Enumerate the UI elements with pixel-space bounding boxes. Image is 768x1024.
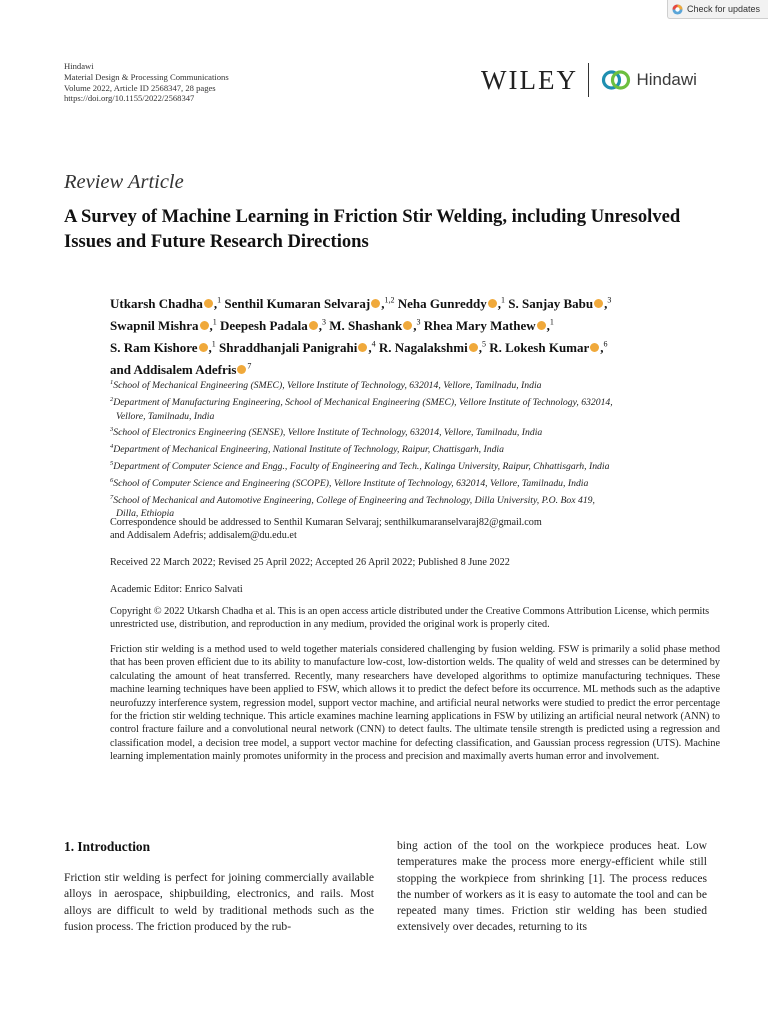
affiliation-continuation: Dilla, Ethiopia bbox=[116, 508, 175, 520]
author-name: Senthil Kumaran Selvaraj bbox=[224, 296, 371, 312]
author-name: Shraddhanjali Panigrahi bbox=[219, 339, 358, 355]
orcid-icon[interactable] bbox=[469, 343, 478, 352]
author-name: M. Shashank bbox=[329, 318, 403, 334]
orcid-icon[interactable] bbox=[594, 299, 603, 308]
author-affiliation-number: 1 bbox=[211, 339, 216, 349]
author-separator: , bbox=[413, 318, 417, 334]
affiliation-text: School of Mechanical Engineering (SMEC), Vellore Institute of Technology, 632014, Vellore, Tamilnadu, India bbox=[113, 380, 542, 392]
orcid-icon[interactable] bbox=[204, 299, 213, 308]
logo-divider bbox=[588, 63, 590, 97]
author bbox=[110, 340, 216, 355]
author-separator: , bbox=[318, 318, 322, 334]
author-name: S. Sanjay Babu bbox=[508, 296, 594, 312]
affiliation-continuation: Vellore, Tamilnadu, India bbox=[116, 410, 215, 422]
author bbox=[329, 318, 420, 333]
orcid-icon[interactable] bbox=[537, 321, 546, 330]
paper-title: A Survey of Machine Learning in Friction Stir Welding, including Unresolved Issues and Future Research Directions bbox=[64, 206, 681, 252]
author-name: Rhea Mary Mathew bbox=[423, 318, 536, 334]
affiliation-text: Department of Mechanical Engineering, National Institute of Technology, Raipur, Chattisgarh, India bbox=[113, 444, 504, 456]
author-affiliation-number: 1 bbox=[212, 317, 217, 327]
author-separator: , bbox=[604, 296, 608, 312]
copyright-notice: Copyright © 2022 Utkarsh Chadha et al. This is an open access article distributed under the Creative Commons Attribution License, which permits unrestricted use, distribution, and reproduction in any medium, provided the original work is properly cited. bbox=[110, 606, 710, 631]
author-affiliation-number: 1 bbox=[217, 296, 222, 305]
author-affiliation-number: 3 bbox=[322, 317, 326, 327]
author-name: R. Nagalakshmi bbox=[378, 339, 468, 355]
author bbox=[508, 296, 611, 311]
author-separator: , bbox=[478, 339, 482, 355]
orcid-icon[interactable] bbox=[199, 343, 208, 352]
affiliation-number: 1 bbox=[110, 379, 114, 386]
orcid-icon[interactable] bbox=[488, 299, 497, 308]
author-affiliation-number: 1 bbox=[500, 296, 505, 305]
correspondence bbox=[110, 516, 720, 543]
abstract: Friction stir welding is a method used to weld together materials considered challenging by fusion welding. FSW is primarily a solid phase method that has been proven efficient due to its ability to manufacture low-cost, low-distortion welds. The quality of weld and stresses can be determined by calculating the amount of heat transferred. Recently, many researchers have developed algorithms to optimize manufacturing techniques. These machine learning techniques have been applied to FSW, which allows it to predict the defect before its occurrence. ML methods such as the adaptive neurofuzzy interference system, regression model, support vector machine, and artificial neural networks were studied to predict the error percentage for the friction stir welding technique. This article examines machine learning applications in FSW by utilizing an artificial neural network (ANN) to control fracture failure and a convolutional neural network (CNN) to detect faults. The ultimate tensile strength is predicted using a regression and classification model, a decision tree model, a support vector machine for defecting classification, and Gaussian process regression (UTS). Machine learning implementation mainly promotes uniformity in the process and precision and maximally averts human error and involvement. bbox=[110, 644, 720, 763]
affiliation-list bbox=[110, 376, 720, 521]
check-updates-icon bbox=[672, 4, 683, 15]
author-separator: , bbox=[546, 318, 550, 334]
journal-volume: Volume 2022, Article ID 2568347, 28 pages bbox=[64, 82, 216, 93]
publisher-small: Hindawi bbox=[64, 61, 94, 71]
author-affiliation-number: 4 bbox=[371, 339, 376, 349]
orcid-icon[interactable] bbox=[358, 343, 367, 352]
author-affiliation-number: 3 bbox=[607, 296, 612, 305]
doi-link[interactable]: https://doi.org/10.1155/2022/2568347 bbox=[64, 93, 195, 104]
author-separator: , bbox=[368, 339, 372, 355]
correspondence-line-1: Correspondence should be addressed to Senthil Kumaran Selvaraj; senthilkumaranselvaraj82@gmail.com bbox=[110, 517, 542, 528]
author-name: and Addisalem Adefris bbox=[110, 361, 237, 377]
publisher-logo bbox=[481, 62, 697, 98]
author-affiliation-number: 3 bbox=[416, 317, 421, 327]
author-list bbox=[110, 292, 720, 379]
academic-editor: Academic Editor: Enrico Salvati bbox=[110, 584, 243, 595]
publication-dates: Received 22 March 2022; Revised 25 April 2022; Accepted 26 April 2022; Published 8 June 2022 bbox=[110, 557, 510, 568]
author bbox=[110, 362, 251, 377]
affiliation-text: Department of Manufacturing Engineering, School of Mechanical Engineering (SMEC), Vellore Institute of Technology, 632014, bbox=[113, 397, 613, 409]
affiliation bbox=[110, 457, 720, 474]
check-for-updates-button[interactable] bbox=[667, 0, 768, 19]
orcid-icon[interactable] bbox=[200, 321, 209, 330]
affiliation bbox=[110, 393, 720, 410]
affiliation-text: Department of Computer Science and Engg., Faculty of Engineering and Tech., Kalinga University, Raipur, Chhattisgarh, India bbox=[113, 461, 610, 473]
affiliation bbox=[110, 376, 720, 393]
author-name: Neha Gunreddy bbox=[397, 296, 487, 312]
section-heading: 1. Introduction bbox=[64, 839, 151, 854]
author-separator: , bbox=[213, 296, 218, 312]
author-name: S. Ram Kishore bbox=[110, 339, 198, 355]
author bbox=[219, 340, 376, 355]
author-separator: , bbox=[497, 296, 501, 312]
affiliation-number: 2 bbox=[110, 395, 114, 403]
affiliation-text: School of Computer Science and Engineering (SCOPE), Vellore Institute of Technology, 632014, Vellore, Tamilnadu, India bbox=[113, 477, 589, 489]
author bbox=[220, 318, 326, 333]
body-column-right: bing action of the tool on the workpiece produces heat. Low temperatures make the process more energy-efficient while still stopping the workpiece from shrinking [1]. The process reduces the number of workers as it is easy to automate the tool and can be repeated many times. Friction stir welding has been studied extensively over decades, returning to its bbox=[397, 839, 707, 934]
orcid-icon[interactable] bbox=[403, 321, 412, 330]
article-type: Review Article bbox=[64, 171, 184, 193]
author bbox=[110, 318, 217, 333]
author-affiliation-number: 1 bbox=[549, 317, 554, 327]
author bbox=[110, 296, 221, 311]
author bbox=[379, 340, 486, 355]
author-separator: , bbox=[600, 339, 604, 355]
author-affiliation-number: 1,2 bbox=[384, 296, 395, 305]
affiliation bbox=[110, 423, 720, 440]
orcid-icon[interactable] bbox=[590, 343, 599, 352]
affiliation-number: 7 bbox=[110, 493, 114, 501]
author bbox=[224, 296, 394, 311]
author-name: R. Lokesh Kumar bbox=[489, 339, 590, 355]
journal-name: Material Design & Processing Communications bbox=[64, 71, 229, 82]
affiliation-number: 4 bbox=[110, 443, 114, 451]
correspondence-line-2: and Addisalem Adefris; addisalem@du.edu.et bbox=[110, 530, 297, 542]
affiliation-text: School of Electronics Engineering (SENSE), Vellore Institute of Technology, 632014, Vellore, Tamilnadu, India bbox=[113, 427, 543, 439]
affiliation-text: School of Mechanical and Automotive Engineering, College of Engineering and Technology, Dilla University, P.O. Box 419, bbox=[113, 494, 595, 506]
author-separator: , bbox=[381, 296, 385, 312]
author-separator: , bbox=[209, 318, 213, 334]
author bbox=[489, 340, 607, 355]
orcid-icon[interactable] bbox=[371, 299, 380, 308]
orcid-icon[interactable] bbox=[309, 321, 318, 330]
journal-header bbox=[64, 61, 229, 104]
author bbox=[398, 296, 505, 311]
body-column-left: Friction stir welding is perfect for joining commercially available alloys in aerospace, shipbuilding, electronics, and rails. Most alloys are difficult to weld by traditional methods such as the fusion process. The friction produced by the rub- bbox=[64, 871, 374, 933]
author bbox=[424, 318, 554, 333]
affiliation-number: 6 bbox=[110, 476, 114, 484]
author-name: Utkarsh Chadha bbox=[110, 296, 203, 312]
hindawi-logo-text: Hindawi bbox=[636, 70, 697, 89]
wiley-logo-text: WILEY bbox=[481, 64, 578, 95]
affiliation-number: 3 bbox=[110, 426, 114, 434]
author-affiliation-number: 5 bbox=[481, 339, 486, 349]
hindawi-logo-icon bbox=[601, 69, 631, 91]
check-for-updates-label: Check for updates bbox=[687, 4, 761, 14]
affiliation bbox=[110, 474, 720, 491]
author-separator: , bbox=[208, 339, 212, 355]
author-affiliation-number: 6 bbox=[603, 339, 608, 349]
affiliation-number: 5 bbox=[110, 459, 114, 467]
affiliation bbox=[110, 440, 720, 457]
author-name: Deepesh Padala bbox=[220, 318, 308, 334]
author-affiliation-number: 7 bbox=[247, 361, 252, 371]
author-name: Swapnil Mishra bbox=[110, 318, 199, 334]
orcid-icon[interactable] bbox=[237, 365, 246, 374]
affiliation bbox=[110, 491, 720, 508]
